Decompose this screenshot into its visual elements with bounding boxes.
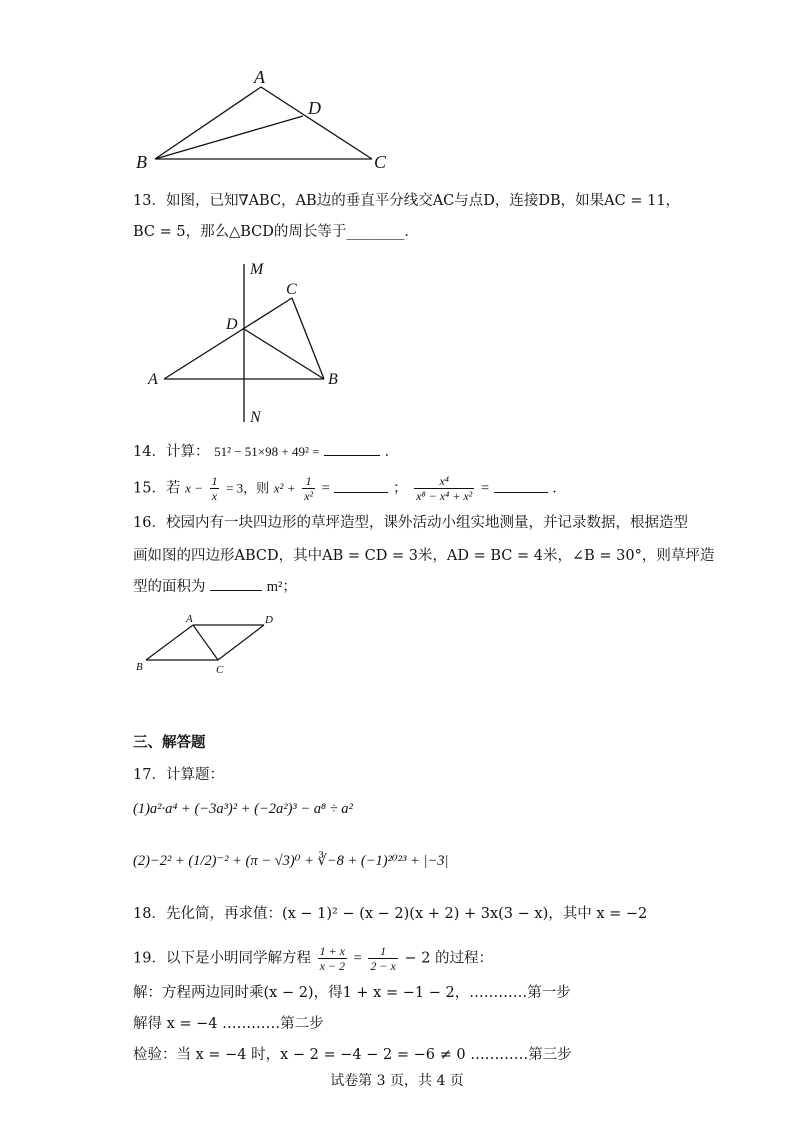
question-15-end: ． [552, 480, 567, 497]
side-cb [292, 298, 324, 379]
label-a: A [148, 371, 158, 388]
question-17-part1: (1)a²·a⁴ + (−3a³)² + (−2a²)³ − a⁸ ÷ a² [133, 801, 353, 817]
question-14-expression: 51² − 51×98 + 49² = [214, 444, 320, 459]
side-ab [146, 625, 193, 660]
label-d: D [265, 614, 273, 626]
equation-left-denominator: x − 2 [319, 959, 345, 973]
question-15-separator: ； [393, 480, 408, 497]
equation-equals: = [353, 950, 362, 967]
part1-equals: = [321, 480, 330, 497]
side-cd [218, 625, 264, 660]
label-c: C [286, 281, 297, 298]
equation-right-denominator: 2 − x [370, 959, 396, 973]
condition-fraction-denominator: x [211, 489, 218, 503]
label-b: B [136, 152, 147, 172]
section-heading: 三、解答题 [133, 734, 206, 751]
equation-right-fraction [368, 944, 397, 973]
label-a: A [186, 613, 193, 625]
question-18: 18．先化简，再求值：(x − 1)² − (x − 2)(x + 2) + 3x(3 − x)，其中 x = −2 [133, 906, 648, 922]
label-c: C [374, 152, 387, 172]
label-b: B [136, 661, 143, 673]
question-13-line2: BC = 5，那么△BCD的周长等于________． [133, 224, 419, 240]
solution-step-3: 检验：当 x = −4 时，x − 2 = −4 − 2 = −6 ≠ 0 …………第三步 [133, 1047, 572, 1063]
question-17-part2: (2)−2² + (1/2)⁻² + (π − √3)⁰ + ∛−8 + (−1)²⁰²³ + |−3| [133, 853, 449, 869]
label-d: D [226, 316, 238, 333]
question-15-prefix: 15．若 [133, 480, 181, 497]
question-16-unit: m²； [266, 579, 297, 595]
answer-blank-15a[interactable] [334, 478, 388, 493]
solution-step-2: 解得 x = −4 …………第二步 [133, 1016, 324, 1032]
question-19-tail: − 2 的过程： [404, 950, 494, 967]
page-footer: 试卷第 3 页，共 4 页 [330, 1073, 464, 1089]
question-17-title: 17．计算题： [133, 767, 224, 783]
question-19-prefix: 19．以下是小明同学解方程 [133, 950, 311, 967]
side-ab [155, 87, 261, 159]
segment-bd [155, 116, 303, 159]
question-16-line2: 画如图的四边形ABCD，其中AB = CD = 3米，AD = BC = 4米，∠B = 30°，则草坪造 [133, 548, 715, 564]
label-d: D [308, 98, 321, 118]
question-16-line3 [133, 576, 297, 598]
label-c: C [216, 664, 224, 676]
question-16-line3-text: 型的面积为 [133, 579, 206, 595]
quadrilateral-figure-16 [132, 610, 282, 680]
question-16-line1: 16．校园内有一块四边形的草坪造型，课外活动小组实地测量，并记录数据，根据造型 [133, 515, 688, 531]
answer-blank-14[interactable] [324, 441, 380, 456]
equation-left-numerator: 1 + x [319, 944, 345, 958]
equation-right-numerator: 1 [380, 944, 387, 958]
question-14 [133, 441, 399, 463]
question-13-line1: 13．如图，已知∇ABC，AB边的垂直平分线交AC与点D，连接DB，如果AC = 11， [133, 193, 681, 209]
part1-fraction-numerator: 1 [305, 474, 312, 488]
part2-fraction-numerator: x⁴ [439, 474, 449, 488]
condition-left: x − [185, 480, 203, 496]
label-n: N [250, 409, 261, 426]
answer-blank-15b[interactable] [494, 478, 548, 493]
part2-fraction-denominator: x⁸ − x⁴ + x² [416, 489, 473, 503]
segment-db [244, 329, 324, 379]
question-15 [133, 474, 567, 503]
label-a: A [254, 67, 265, 87]
diagonal-ac [193, 625, 218, 660]
part2-fraction [414, 474, 474, 503]
condition-right: = 3，则 [226, 480, 270, 496]
question-19 [133, 944, 493, 973]
condition-fraction-numerator: 1 [211, 474, 218, 488]
triangle-figure-12 [130, 62, 400, 177]
label-m: M [250, 261, 264, 278]
part2-equals: = [480, 480, 490, 497]
part1-left: x² + [273, 480, 296, 496]
question-14-prefix: 14．计算： [133, 444, 210, 460]
equation-left-fraction [318, 944, 347, 973]
label-b: B [328, 371, 338, 388]
side-ac [164, 298, 292, 379]
solution-step-1: 解：方程两边同时乘(x − 2)，得1 + x = −1 − 2，…………第一步 [133, 985, 571, 1001]
question-14-suffix: ． [384, 444, 400, 460]
part1-fraction-denominator: x² [304, 489, 314, 503]
answer-blank-16[interactable] [210, 576, 262, 591]
perpendicular-bisector-figure-13 [140, 256, 360, 428]
condition-fraction [209, 474, 219, 503]
part1-fraction [302, 474, 315, 503]
